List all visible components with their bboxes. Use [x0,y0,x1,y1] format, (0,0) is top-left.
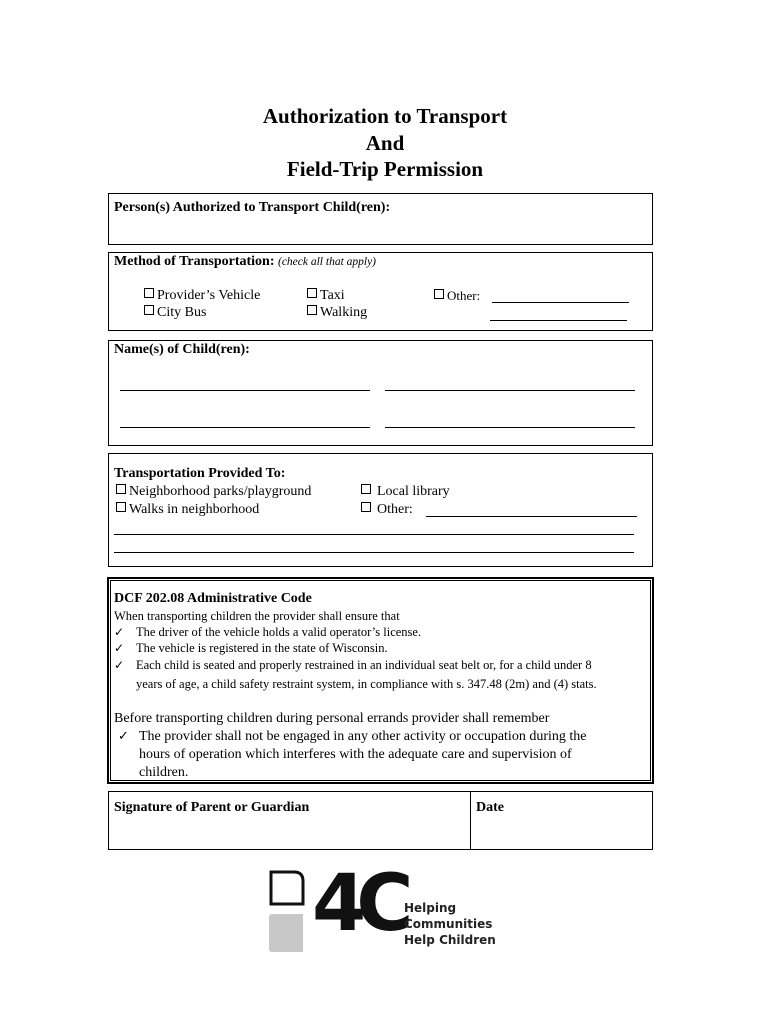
date-label: Date [476,800,504,815]
child-name-line-2[interactable] [385,390,635,391]
providers-vehicle-label: Provider’s Vehicle [157,288,261,303]
dcf-item-3 [114,658,592,673]
option-walking[interactable] [307,305,367,321]
errands-item-1-text: The provider shall not be engaged in any other activity or occupation during the [139,729,587,744]
title-line-3: Field-Trip Permission [286,157,484,181]
tagline-line-2: Communities [404,917,493,931]
dcf-intro: When transporting children the provider shall ensure that [114,609,400,623]
other-method-line-2[interactable] [490,320,627,321]
signature-divider [470,791,471,850]
checkmark-icon: ✓ [114,641,125,655]
option-other-method[interactable] [434,288,480,304]
signature-label: Signature of Parent or Guardian [114,800,310,815]
dcf-item-3-cont: years of age, a child safety restraint system, in compliance with s. 347.48 (2m) and (4) stats. [136,677,597,691]
children-label: Name(s) of Child(ren): [114,342,250,357]
other-method-label: Other: [447,288,481,303]
dcf-item-3-text: Each child is seated and properly restrained in an individual seat belt or, for a child under 8 [136,658,592,672]
providers-vehicle-checkbox[interactable] [144,288,154,298]
dcf-item-1 [114,625,422,640]
authorized-persons-label: Person(s) Authorized to Transport Child(ren): [114,200,391,215]
checkmark-icon: ✓ [114,658,125,672]
option-taxi[interactable] [307,288,345,304]
checkmark-icon: ✓ [118,729,129,744]
dcf-item-1-text: The driver of the vehicle holds a valid operator’s license. [136,625,422,639]
logo-wordmark: 4C [312,859,404,949]
other-destination-label: Other: [377,502,413,517]
dcf-item-2-text: The vehicle is registered in the state of Wisconsin. [136,641,388,655]
walking-checkbox[interactable] [307,305,317,315]
library-checkbox[interactable] [361,484,371,494]
errands-intro: Before transporting children during personal errands provider shall remember [114,711,550,726]
method-label-text: Method of Transportation: [114,254,275,269]
taxi-label: Taxi [320,288,345,303]
option-city-bus[interactable] [144,305,206,321]
logo-mark-icon [266,868,306,954]
walking-label: Walking [320,305,368,320]
taxi-checkbox[interactable] [307,288,317,298]
other-method-line-1[interactable] [492,302,629,303]
child-name-line-4[interactable] [385,427,635,428]
4c-logo [266,859,506,954]
other-destination-checkbox[interactable] [361,502,371,512]
parks-checkbox[interactable] [116,484,126,494]
logo-tagline [404,900,496,948]
destination-line-2[interactable] [114,552,634,553]
title-line-2: And [365,130,405,155]
walks-checkbox[interactable] [116,502,126,512]
city-bus-checkbox[interactable] [144,305,154,315]
parks-label: Neighborhood parks/playground [129,484,312,499]
library-label: Local library [377,484,450,499]
checkmark-icon: ✓ [114,625,125,639]
walks-label: Walks in neighborhood [129,502,260,517]
title-line-1: Authorization to Transport [262,104,508,128]
method-hint: (check all that apply) [277,256,377,268]
tagline-line-1: Helping [404,901,457,915]
option-parks[interactable] [116,484,311,500]
errands-item-1-cont-a: hours of operation which interferes with the adequate care and supervision of [139,747,572,762]
form-title [0,103,770,183]
tagline-line-3: Help Children [404,933,496,947]
option-walks[interactable] [116,502,259,518]
other-destination-line[interactable] [426,516,637,517]
dcf-item-2 [114,641,388,656]
destination-line-1[interactable] [114,534,634,535]
city-bus-label: City Bus [157,305,207,320]
child-name-line-3[interactable] [120,427,370,428]
errands-item-1 [118,729,587,745]
child-name-line-1[interactable] [120,390,370,391]
other-method-checkbox[interactable] [434,289,444,299]
option-other-destination[interactable] [361,502,413,518]
errands-item-1-cont-b: children. [139,765,189,780]
provided-label: Transportation Provided To: [114,466,286,481]
method-label [114,254,376,270]
option-library[interactable] [361,484,450,500]
dcf-heading: DCF 202.08 Administrative Code [114,591,312,606]
option-providers-vehicle[interactable] [144,288,260,304]
